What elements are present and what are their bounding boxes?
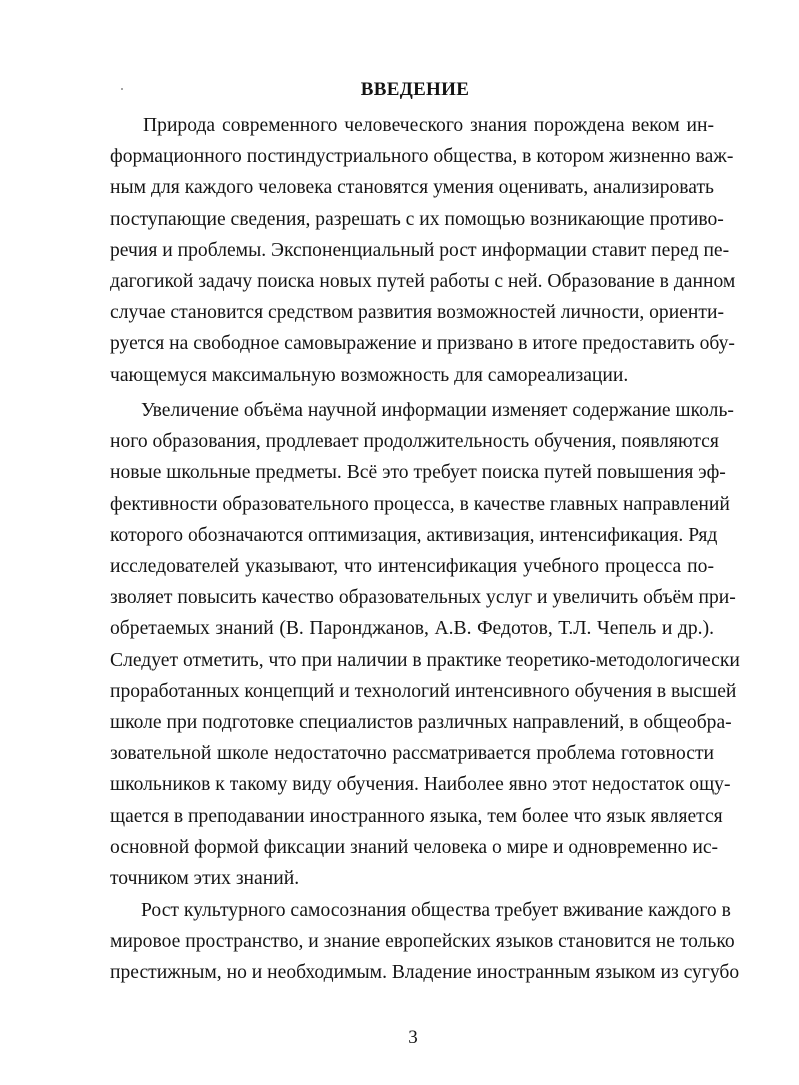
paragraph-line: щается в преподавании иностранного языка, тем более что язык является — [110, 805, 723, 827]
paragraph-line: Рост культурного самосознания общества требует вживание каждого в — [141, 900, 731, 921]
paragraph-line: которого обозначаются оптимизация, активизация, интенсификация. Ряд — [110, 524, 718, 546]
paragraph-line: престижным, но и необходимым. Владение иностранным языком из сугубо — [110, 962, 740, 984]
paragraph-line: чающемуся максимальную возможность для самореализации. — [110, 364, 629, 386]
paragraph-3 — [110, 895, 740, 989]
paragraph-line: исследователей указывают, что интенсификация учебного процесса по- — [110, 556, 714, 578]
paragraph-2 — [110, 395, 740, 894]
paragraph-line: руется на свободное самовыражение и призвано в итоге предоставить обу- — [110, 333, 735, 355]
section-heading: ВВЕДЕНИЕ — [360, 79, 470, 100]
paragraph-line: Природа современного человеческого знания порождена веком ин- — [143, 115, 714, 136]
paragraph-line: школьников к такому виду обучения. Наиболее явно этот недостаток ощу- — [110, 774, 731, 796]
paragraph-line: фективности образовательного процесса, в качестве главных направлений — [110, 493, 730, 515]
paragraph-line: речия и проблемы. Экспоненциальный рост информации ставит перед пе- — [110, 239, 730, 261]
paragraph-line: проработанных концепций и технологий интенсивного обучения в высшей — [110, 680, 737, 702]
paragraph-line: зволяет повысить качество образовательных услуг и увеличить объём при- — [110, 587, 736, 609]
paragraph-line: ным для каждого человека становятся умения оценивать, анализировать — [110, 177, 714, 199]
paragraph-line: ного образования, продлевает продолжительность обучения, появляются — [110, 431, 719, 453]
paragraph-line: новые школьные предметы. Всё это требует поиска путей повышения эф- — [110, 462, 726, 484]
paragraph-line: поступающие сведения, разрешать с их помощью возникающие противо- — [110, 208, 724, 230]
paragraph-line: основной формой фиксации знаний человека о мире и одновременно ис- — [110, 836, 719, 858]
paragraph-line: Увеличение объёма научной информации изменяет содержание школь- — [141, 400, 734, 421]
paragraph-line: зовательной школе недостаточно рассматривается проблема готовности — [110, 743, 714, 765]
page-number: 3 — [408, 1027, 418, 1048]
paragraph-line: мировое пространство, и знание европейских языков становится не только — [110, 931, 735, 953]
paragraph-line: школе при подготовке специалистов различных направлений, в общеобра- — [110, 712, 732, 734]
paragraph-line: Следует отметить, что при наличии в практике теоретико-методологически — [110, 649, 740, 671]
paragraph-line: точником этих знаний. — [110, 868, 300, 890]
paragraph-1 — [110, 110, 736, 391]
paragraph-line: дагогикой задачу поиска новых путей работы с ней. Образование в данном — [110, 271, 736, 293]
paragraph-line: формационного постиндустриального общества, в котором жизненно важ- — [110, 146, 734, 168]
paragraph-line: случае становится средством развития возможностей личности, ориенти- — [110, 302, 724, 324]
paragraph-line: обретаемых знаний (В. Паронджанов, А.В. Федотов, Т.Л. Чепель и др.). — [110, 618, 714, 640]
